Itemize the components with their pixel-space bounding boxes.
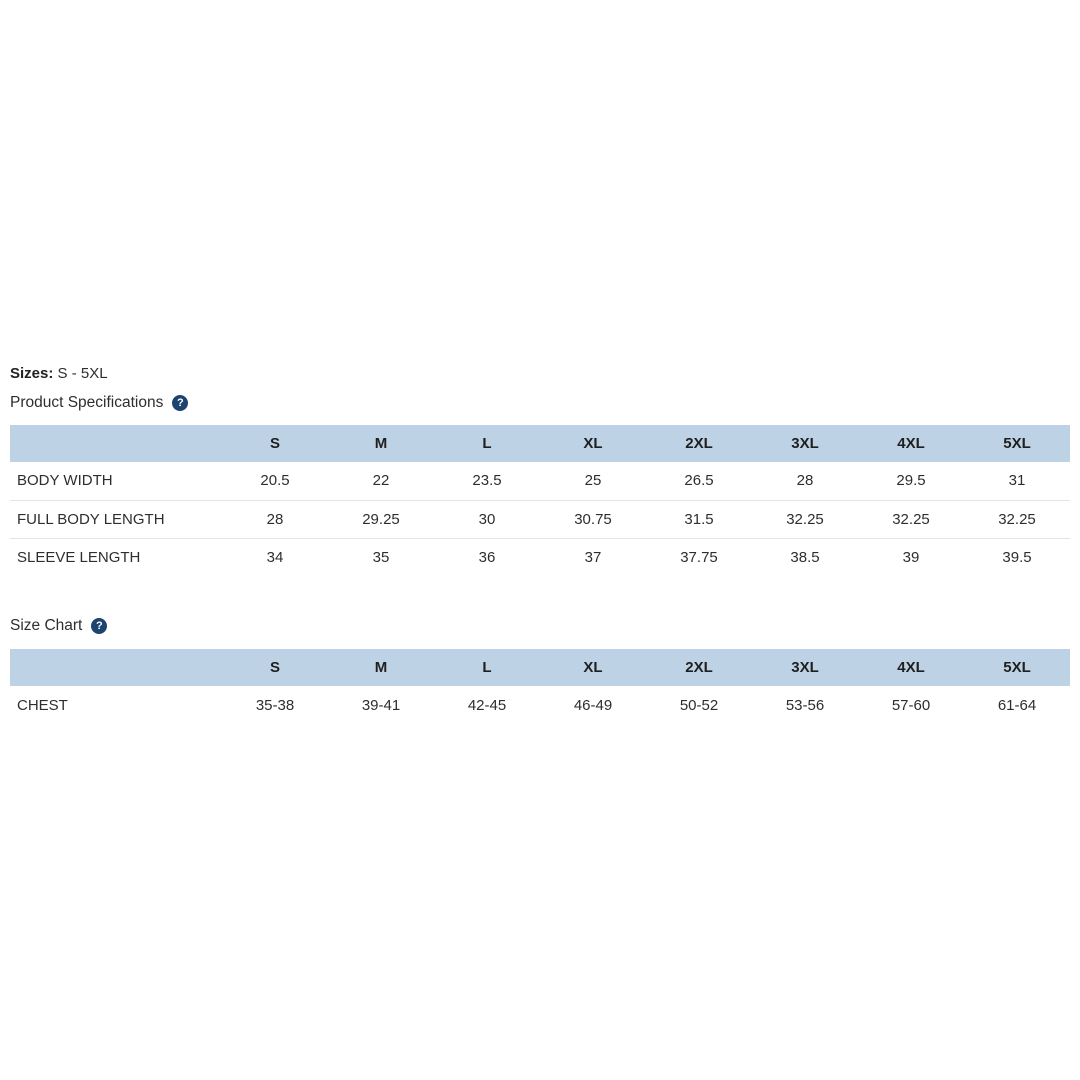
measurement-value-cell: 46-49 bbox=[540, 686, 646, 724]
measurement-value-cell: 42-45 bbox=[434, 686, 540, 724]
size-column-header: L bbox=[434, 649, 540, 686]
measurement-value-cell: 39.5 bbox=[964, 538, 1070, 576]
measurement-value-cell: 39 bbox=[858, 538, 964, 576]
help-icon[interactable]: ? bbox=[172, 395, 188, 411]
measurement-value-cell: 50-52 bbox=[646, 686, 752, 724]
sizes-line bbox=[10, 364, 1070, 384]
sizes-value: S - 5XL bbox=[57, 365, 108, 382]
measurement-row-label: CHEST bbox=[10, 686, 222, 724]
measurement-value-cell: 26.5 bbox=[646, 462, 752, 500]
size-chart-section bbox=[10, 616, 1070, 724]
help-icon[interactable]: ? bbox=[91, 618, 107, 634]
measurement-value-cell: 37 bbox=[540, 538, 646, 576]
measurement-value-cell: 32.25 bbox=[858, 500, 964, 538]
table-row bbox=[10, 462, 1070, 500]
header-label-column bbox=[10, 649, 222, 686]
measurement-value-cell: 53-56 bbox=[752, 686, 858, 724]
measurement-value-cell: 35 bbox=[328, 538, 434, 576]
table-header-row bbox=[10, 649, 1070, 686]
measurement-value-cell: 31.5 bbox=[646, 500, 752, 538]
measurement-value-cell: 30 bbox=[434, 500, 540, 538]
table-row bbox=[10, 538, 1070, 576]
size-column-header: 4XL bbox=[858, 649, 964, 686]
size-column-header: M bbox=[328, 649, 434, 686]
measurement-value-cell: 32.25 bbox=[964, 500, 1070, 538]
size-column-header: 3XL bbox=[752, 425, 858, 462]
size-column-header: S bbox=[222, 649, 328, 686]
measurement-value-cell: 61-64 bbox=[964, 686, 1070, 724]
measurement-value-cell: 29.25 bbox=[328, 500, 434, 538]
measurement-value-cell: 30.75 bbox=[540, 500, 646, 538]
size-chart-heading-line bbox=[10, 616, 1070, 636]
measurement-value-cell: 23.5 bbox=[434, 462, 540, 500]
measurement-value-cell: 31 bbox=[964, 462, 1070, 500]
size-column-header: S bbox=[222, 425, 328, 462]
measurement-value-cell: 37.75 bbox=[646, 538, 752, 576]
table-header-row bbox=[10, 425, 1070, 462]
size-chart-table bbox=[10, 649, 1070, 724]
sizes-label: Sizes: bbox=[10, 365, 54, 382]
measurement-value-cell: 34 bbox=[222, 538, 328, 576]
size-chart-heading: Size Chart bbox=[10, 617, 83, 634]
size-column-header: XL bbox=[540, 649, 646, 686]
measurement-value-cell: 28 bbox=[222, 500, 328, 538]
measurement-value-cell: 35-38 bbox=[222, 686, 328, 724]
table-row bbox=[10, 500, 1070, 538]
measurement-value-cell: 57-60 bbox=[858, 686, 964, 724]
product-specifications-heading: Product Specifications bbox=[10, 394, 164, 411]
measurement-value-cell: 28 bbox=[752, 462, 858, 500]
size-column-header: 5XL bbox=[964, 425, 1070, 462]
table-row bbox=[10, 686, 1070, 724]
measurement-value-cell: 39-41 bbox=[328, 686, 434, 724]
measurement-value-cell: 38.5 bbox=[752, 538, 858, 576]
size-column-header: 5XL bbox=[964, 649, 1070, 686]
size-column-header: 4XL bbox=[858, 425, 964, 462]
measurement-row-label: FULL BODY LENGTH bbox=[10, 500, 222, 538]
size-column-header: XL bbox=[540, 425, 646, 462]
measurement-value-cell: 25 bbox=[540, 462, 646, 500]
size-column-header: 3XL bbox=[752, 649, 858, 686]
measurement-value-cell: 22 bbox=[328, 462, 434, 500]
measurement-value-cell: 29.5 bbox=[858, 462, 964, 500]
product-specifications-table bbox=[10, 425, 1070, 576]
size-column-header: 2XL bbox=[646, 649, 752, 686]
measurement-row-label: BODY WIDTH bbox=[10, 462, 222, 500]
product-specifications-heading-line bbox=[10, 393, 1070, 413]
size-column-header: L bbox=[434, 425, 540, 462]
header-label-column bbox=[10, 425, 222, 462]
measurement-value-cell: 20.5 bbox=[222, 462, 328, 500]
size-column-header: 2XL bbox=[646, 425, 752, 462]
measurement-row-label: SLEEVE LENGTH bbox=[10, 538, 222, 576]
measurement-value-cell: 36 bbox=[434, 538, 540, 576]
size-column-header: M bbox=[328, 425, 434, 462]
measurement-value-cell: 32.25 bbox=[752, 500, 858, 538]
